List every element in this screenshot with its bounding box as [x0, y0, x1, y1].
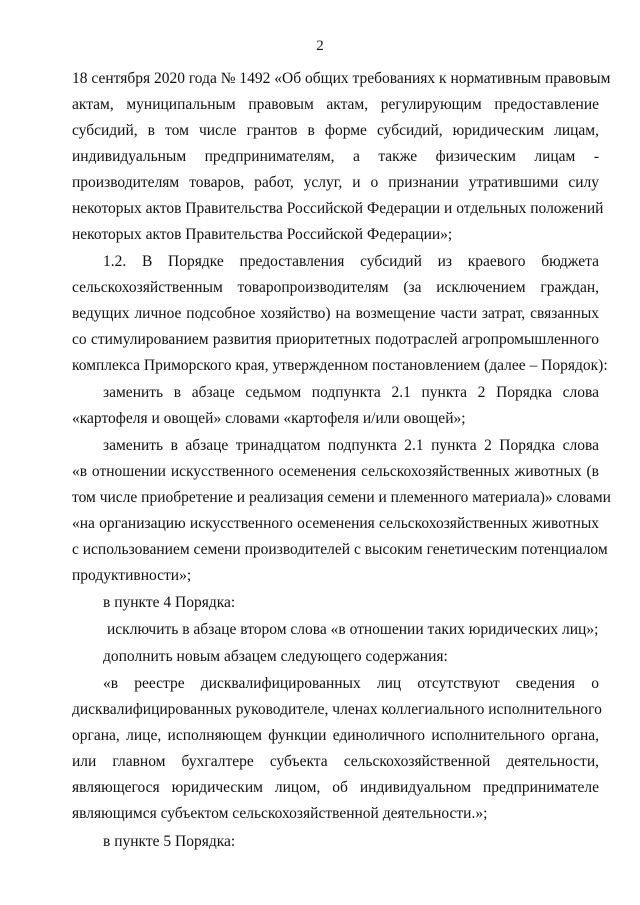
text-line: в пункте 4 Порядка:	[103, 594, 236, 611]
text-line: заменить в абзаце седьмом подпункта 2.1 пункта 2 Порядка слова	[103, 384, 599, 401]
text-line: некоторых актов Правительства Российской Федерации и отдельных положений	[72, 200, 604, 217]
text-line: дополнить новым абзацем следующего содержания:	[103, 648, 448, 665]
text-line: «на организацию искусственного осеменения сельскохозяйственных животных	[72, 515, 599, 532]
text-line: субсидий, в том числе грантов в форме субсидий, юридическим лицам,	[72, 122, 599, 139]
text-line: актам, муниципальным правовым актам, регулирующим предоставление	[72, 96, 599, 113]
text-line: органа, лице, исполняющем функции единоличного исполнительного органа,	[72, 727, 599, 744]
text-line: «картофеля и овощей» словами «картофеля и/или овощей»;	[72, 410, 466, 427]
text-line: производителям товаров, работ, услуг, и о признании утратившими силу	[72, 174, 599, 191]
text-line: в пункте 5 Порядка:	[103, 833, 236, 850]
text-line: дисквалифицированных руководителе, членах коллегиального исполнительного	[72, 701, 602, 718]
text-line: или главном бухгалтере субъекта сельскохозяйственной деятельности,	[72, 753, 599, 770]
text-line: «в отношении искусственного осеменения сельскохозяйственных животных (в	[72, 463, 599, 480]
text-line: некоторых актов Правительства Российской Федерации»;	[72, 226, 453, 243]
text-line: с использованием семени производителей с высоким генетическим потенциалом	[72, 541, 608, 558]
text-line: со стимулированием развития приоритетных подотраслей агропромышленного	[72, 331, 599, 348]
text-line: индивидуальным предпринимателям, а также физическим лицам -	[72, 148, 599, 165]
text-line: том числе приобретение и реализация семени и племенного материала)» словами	[72, 489, 611, 506]
text-line: ведущих личное подсобное хозяйство) на возмещение части затрат, связанных	[72, 305, 599, 322]
text-line: являющегося юридическим лицом, об индивидуальном предпринимателе	[72, 779, 599, 796]
page-number: 2	[316, 38, 324, 54]
text-line: сельскохозяйственным товаропроизводителям (за исключением граждан,	[72, 279, 599, 296]
text-line: 1.2. В Порядке предоставления субсидий из краевого бюджета	[103, 253, 599, 270]
text-line: 18 сентября 2020 года № 1492 «Об общих требованиях к нормативным правовым	[72, 70, 611, 87]
text-line: продуктивности»;	[72, 567, 192, 584]
text-line: «в реестре дисквалифицированных лиц отсутствуют сведения о	[103, 675, 599, 692]
text-line: комплекса Приморского края, утвержденном постановлением (далее – Порядок):	[72, 357, 608, 374]
text-line: являющимся субъектом сельскохозяйственной деятельности.»;	[72, 805, 488, 822]
text-line: заменить в абзаце тринадцатом подпункта 2.1 пункта 2 Порядка слова	[103, 437, 599, 454]
text-line: исключить в абзаце втором слова «в отношении таких юридических лиц»;	[107, 621, 599, 638]
